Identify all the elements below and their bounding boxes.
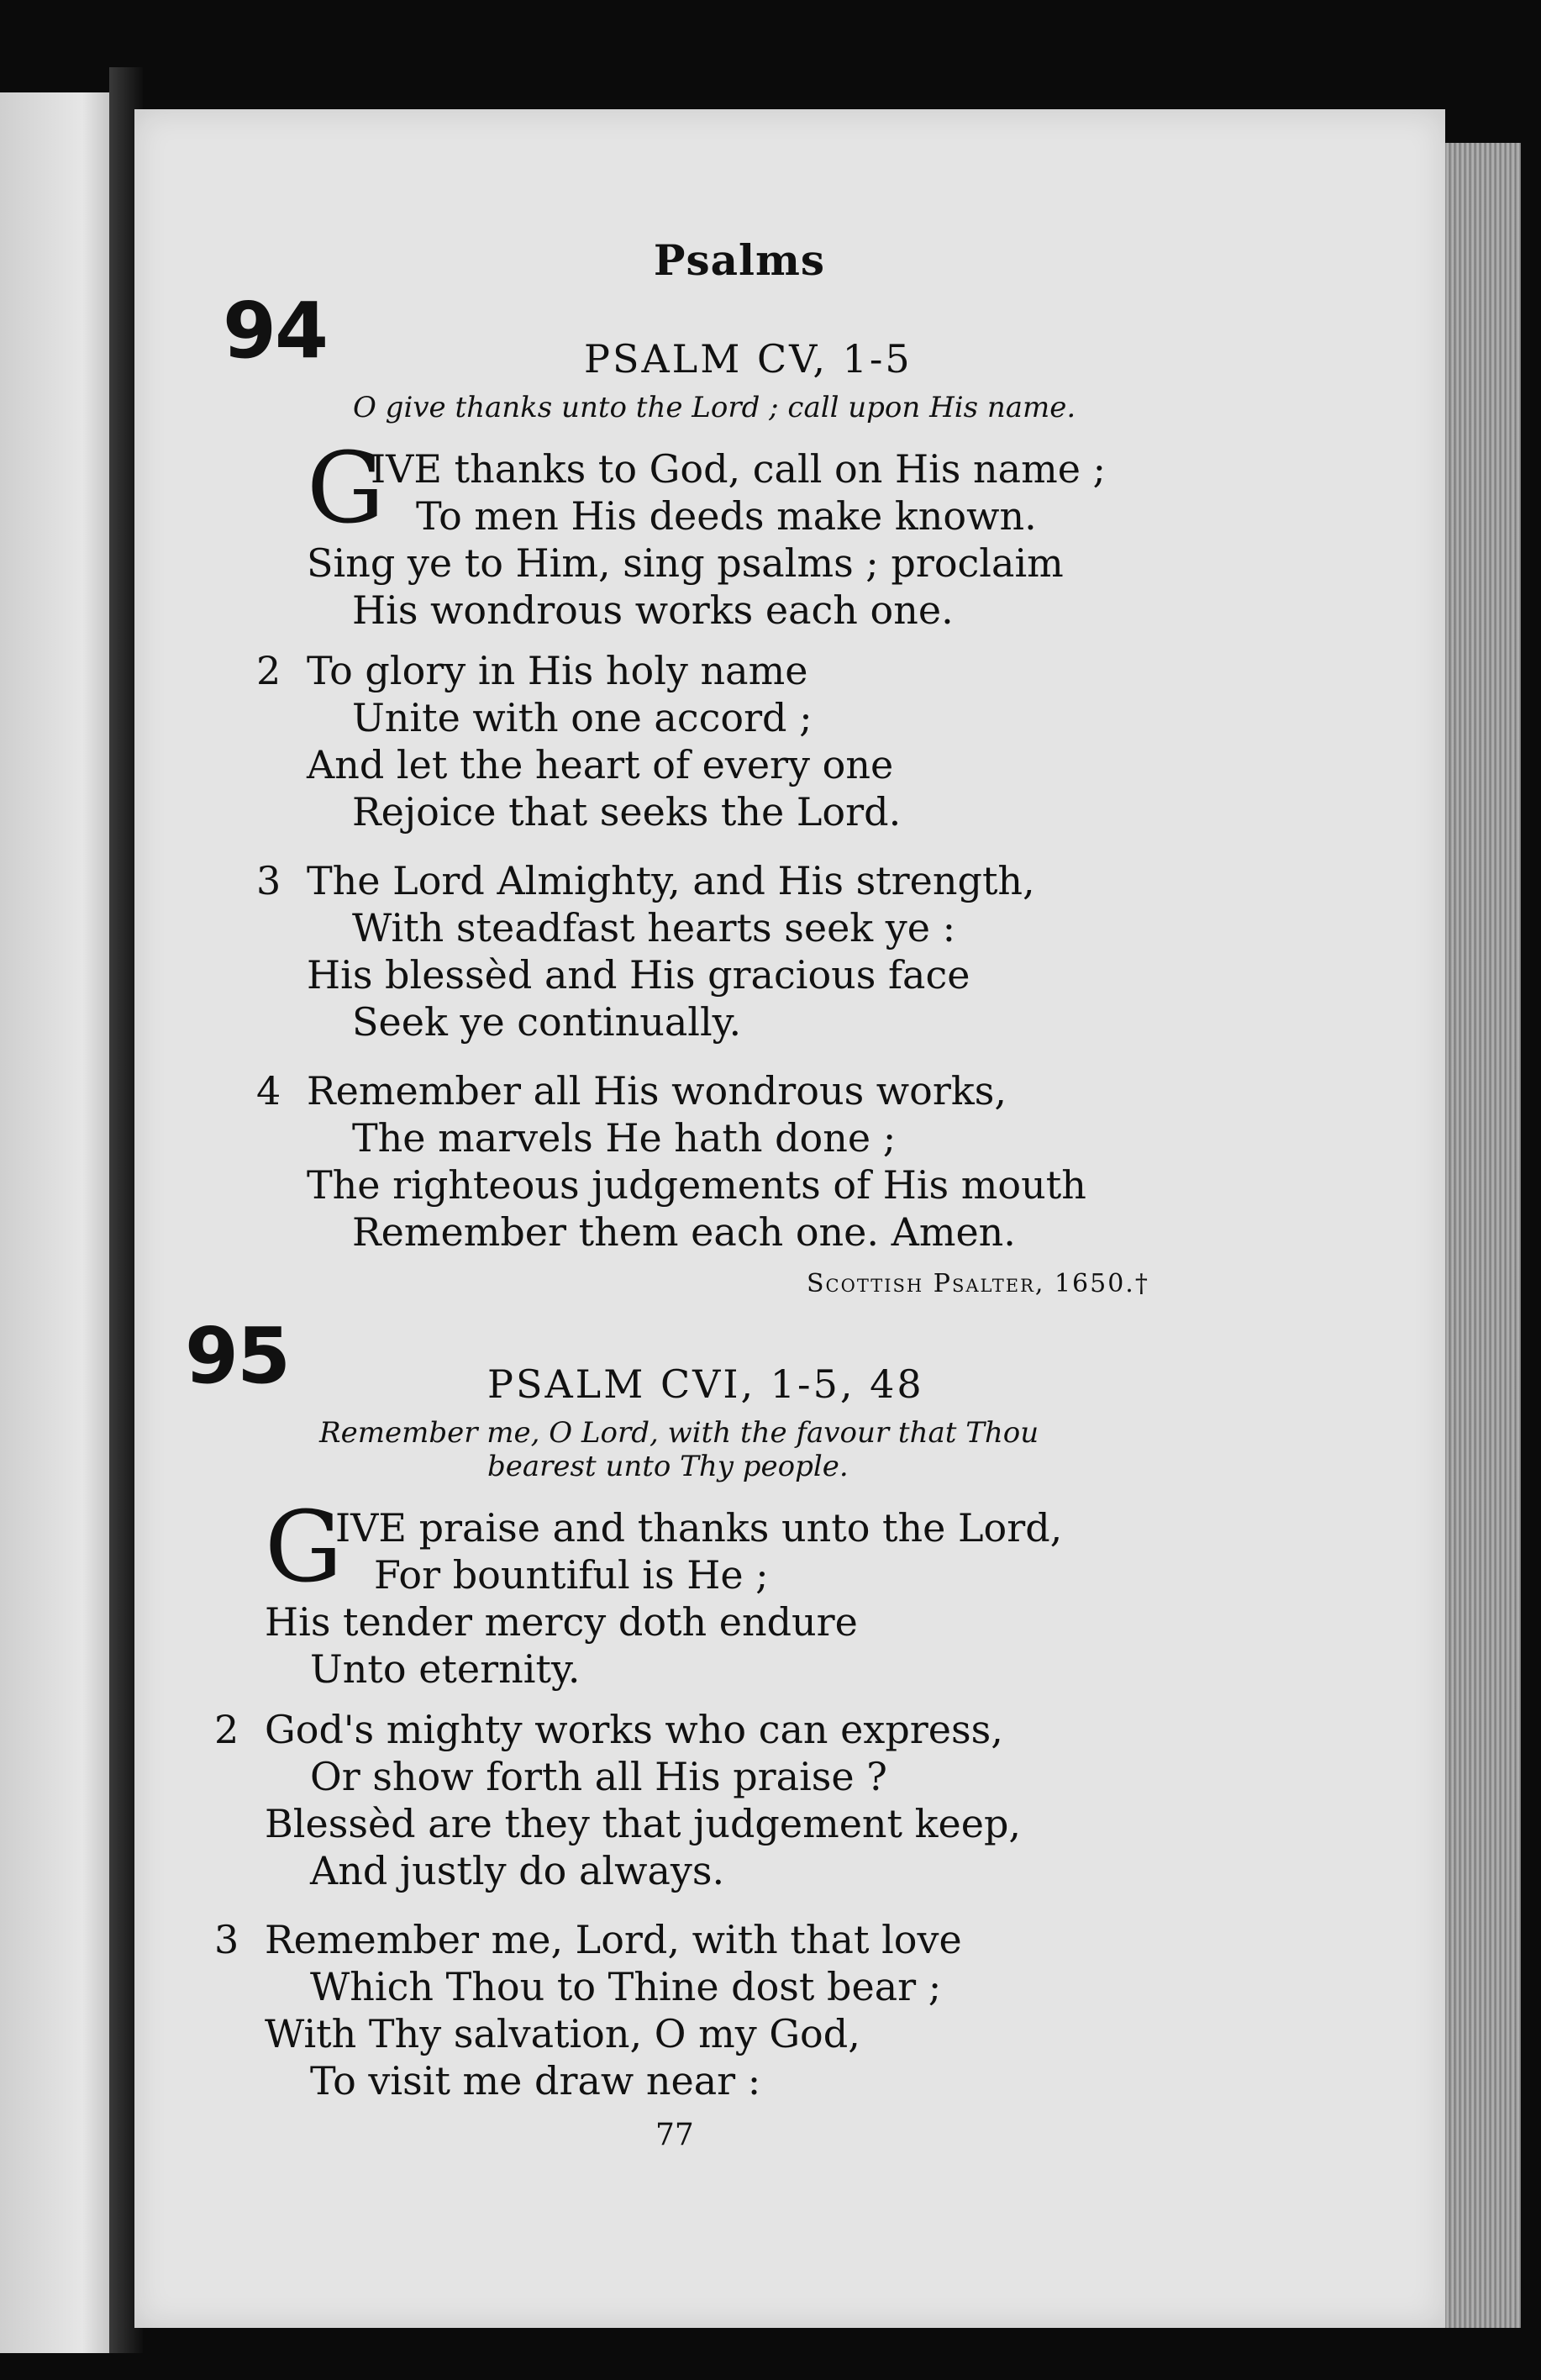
stanza-line: Rejoice that seeks the Lord. xyxy=(352,789,902,835)
stanza-line: Unto eternity. xyxy=(310,1646,581,1692)
line-text: God's mighty works who can express, xyxy=(265,1707,1003,1752)
stanza-line: Unite with one accord ; xyxy=(352,695,813,740)
stanza-number: 3 xyxy=(256,858,281,903)
stanza xyxy=(307,432,1107,634)
stanza-line: His wondrous works each one. xyxy=(352,587,954,633)
hymn-title: PSALM CVI, 1-5, 48 xyxy=(487,1361,924,1407)
line-text: Remember me, Lord, with that love xyxy=(265,1917,962,1962)
stanza xyxy=(256,647,902,835)
stanza-line: For bountiful is He ; xyxy=(374,1552,769,1598)
stanza-line: And justly do always. xyxy=(310,1848,725,1893)
facing-page-edge xyxy=(0,92,118,2353)
running-head: Psalms xyxy=(653,235,826,285)
stanza-line: With Thy salvation, O my God, xyxy=(265,2011,860,2056)
stanza-line: His blessèd and His gracious face xyxy=(307,952,970,998)
stanza xyxy=(214,1916,962,2104)
stanza-line xyxy=(256,1067,1086,1114)
stanza-number: 3 xyxy=(214,1917,239,1962)
stanza-line: Blessèd are they that judgement keep, xyxy=(265,1801,1022,1846)
stanza-line: Sing ye to Him, sing psalms ; proclaim xyxy=(307,540,1064,586)
hymn-number: 94 xyxy=(223,286,328,376)
hymn-number: 95 xyxy=(185,1311,290,1401)
stanza-line: Which Thou to Thine dost bear ; xyxy=(310,1964,942,2009)
hymn-title: PSALM CV, 1-5 xyxy=(584,336,913,382)
hymnal-page xyxy=(134,109,1445,2328)
hymn-attribution: Scottish Psalter, 1650.† xyxy=(807,1269,1149,1298)
stanza-line: With steadfast hearts seek ye : xyxy=(352,905,956,950)
stanza-number: 2 xyxy=(214,1707,239,1752)
stanza-line xyxy=(256,857,1035,904)
stanza xyxy=(256,857,1035,1045)
stanza-line: The marvels He hath done ; xyxy=(352,1115,897,1161)
hymn-motto: O give thanks unto the Lord ; call upon His name. xyxy=(353,391,1076,424)
line-text: Remember all His wondrous works, xyxy=(307,1068,1007,1114)
line-text: IVE thanks to God, call on His name ; xyxy=(371,446,1107,492)
stanza-line: Remember them each one. Amen. xyxy=(352,1209,1016,1255)
line-text: The Lord Almighty, and His strength, xyxy=(307,858,1035,903)
stanza-line: The righteous judgements of His mouth xyxy=(307,1162,1086,1208)
stanza-line xyxy=(256,647,901,694)
stanza-line: And let the heart of every one xyxy=(307,742,894,787)
hymn-motto: bearest unto Thy people. xyxy=(487,1450,849,1483)
line-text: To glory in His holy name xyxy=(307,648,808,693)
stanza xyxy=(214,1706,1022,1894)
stanza-line xyxy=(214,1706,1021,1753)
stanza-line: His tender mercy doth endure xyxy=(265,1599,858,1645)
line-text: IVE praise and thanks unto the Lord, xyxy=(335,1505,1063,1551)
drop-capital: G xyxy=(307,432,385,545)
stanza xyxy=(256,1067,1086,1256)
stanza-number: 2 xyxy=(256,648,281,693)
stanza-line: To visit me draw near : xyxy=(310,2058,761,2104)
stanza xyxy=(265,1491,1063,1693)
stanza-line: Seek ye continually. xyxy=(352,999,742,1045)
stanza-number: 4 xyxy=(256,1068,281,1114)
drop-capital: G xyxy=(265,1491,343,1604)
hymn-motto: Remember me, O Lord, with the favour that Thou xyxy=(319,1416,1039,1450)
stanza-line: To men His deeds make known. xyxy=(416,493,1037,539)
page-number: 77 xyxy=(655,2118,694,2152)
stanza-line xyxy=(214,1916,962,1963)
stanza-line: Or show forth all His praise ? xyxy=(310,1754,887,1799)
